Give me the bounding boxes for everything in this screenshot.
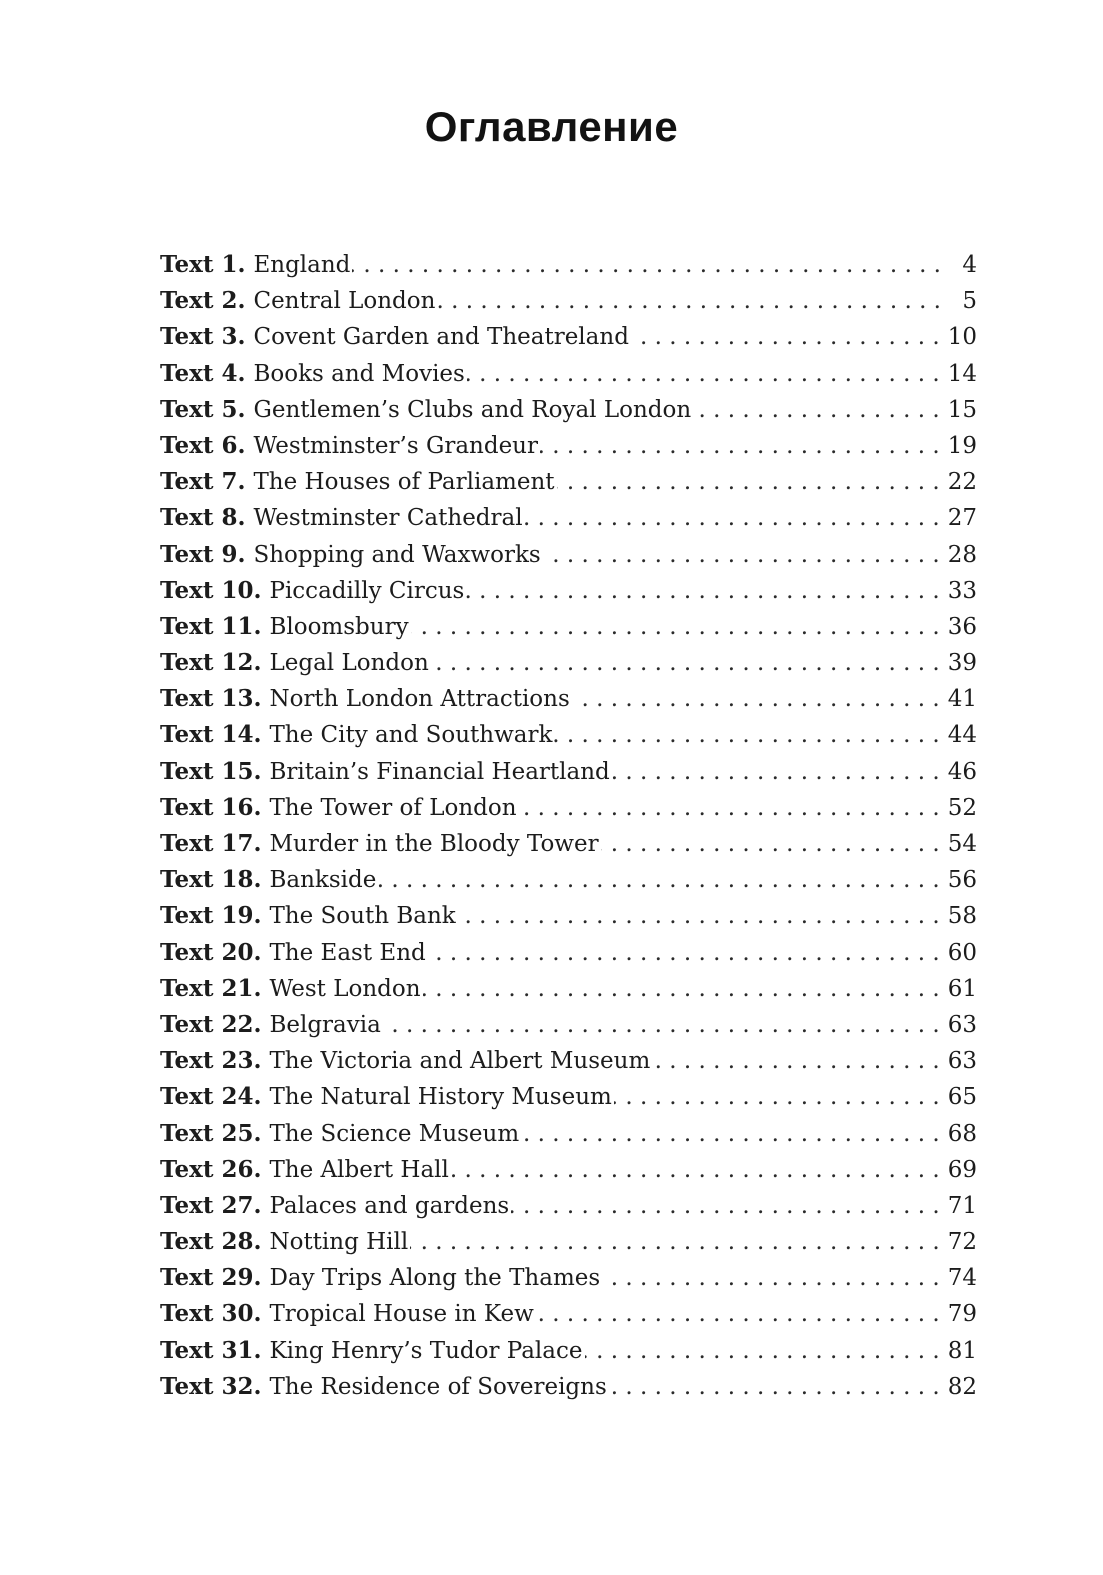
toc-entry-label: Text 29.: [160, 1264, 262, 1292]
toc-dot-leader: [602, 1260, 940, 1296]
toc-entry-label: Text 25.: [160, 1119, 262, 1147]
toc-entry-title: Palaces and gardens: [269, 1192, 510, 1219]
toc-entry-title: Belgravia: [269, 1011, 381, 1038]
toc-entry-label: Text 9.: [160, 540, 246, 568]
toc-entry: [160, 500, 977, 536]
toc-entry-page: 54: [947, 831, 977, 857]
toc-dot-leader: [519, 790, 940, 826]
toc-entry-title: The South Bank: [269, 903, 456, 930]
toc-entry-page: 58: [947, 903, 977, 930]
toc-dot-leader: [693, 392, 940, 428]
toc-entry-page: 41: [947, 686, 977, 713]
toc-entry-title: The Houses of Parliament: [253, 469, 555, 496]
toc-entry: [160, 247, 977, 283]
toc-entry-label: Text 13.: [160, 685, 262, 713]
toc-entry-title: Covent Garden and Theatreland: [253, 324, 629, 351]
toc-entry-title: Books and Movies: [253, 360, 465, 387]
toc-entry-page: 44: [947, 722, 977, 749]
toc-entry-label: Text 15.: [160, 757, 262, 785]
toc-entry-label: Text 24.: [160, 1083, 262, 1111]
toc-dot-leader: [543, 537, 940, 573]
toc-entry-page: 36: [947, 613, 977, 640]
toc-dot-leader: [428, 935, 940, 971]
toc-dot-leader: [383, 1007, 940, 1043]
toc-entry-page: 61: [947, 975, 977, 1002]
toc-entry-page: 46: [947, 758, 977, 785]
toc-dot-leader: [521, 1116, 940, 1152]
toc-entry-label: Text 21.: [160, 974, 262, 1002]
toc-entry: [160, 1369, 977, 1405]
toc-entry-page: 4: [962, 252, 977, 278]
toc-entry-label: Text 32.: [160, 1372, 262, 1400]
toc-list: [160, 247, 977, 1405]
toc-entry-page: 63: [947, 1048, 977, 1075]
toc-entry-label: Text 1.: [160, 251, 246, 278]
toc-entry-title: Gentlemen’s Clubs and Royal London: [253, 396, 692, 423]
toc-entry-page: 19: [947, 432, 977, 459]
toc-entry-label: Text 20.: [160, 938, 262, 966]
toc-dot-leader: [601, 826, 940, 862]
toc-dot-leader: [557, 464, 940, 500]
toc-entry-title: Shopping and Waxworks: [253, 541, 541, 568]
toc-dot-leader: [585, 1333, 940, 1369]
toc-entry-label: Text 30.: [160, 1300, 262, 1328]
toc-dot-leader: [652, 1043, 939, 1079]
toc-entry-title: Notting Hill: [269, 1229, 409, 1256]
toc-entry-label: Text 17.: [160, 830, 262, 857]
toc-dot-leader: [525, 500, 940, 536]
toc-entry: [160, 971, 977, 1007]
toc-dot-leader: [540, 428, 940, 464]
toc-dot-leader: [451, 1152, 940, 1188]
toc-entry: [160, 645, 977, 681]
toc-entry-page: 22: [947, 469, 977, 496]
toc-entry-title: Tropical House in Kew: [269, 1301, 534, 1328]
toc-entry-page: 79: [947, 1301, 977, 1328]
toc-entry: [160, 1224, 977, 1260]
toc-entry: [160, 464, 977, 500]
toc-entry-page: 33: [947, 577, 977, 604]
toc-entry-title: Piccadilly Circus: [269, 577, 465, 604]
toc-entry-label: Text 2.: [160, 287, 246, 315]
toc-entry-title: The Science Museum: [269, 1120, 520, 1147]
toc-dot-leader: [536, 1296, 940, 1332]
toc-dot-leader: [572, 681, 940, 717]
toc-entry-label: Text 10.: [160, 576, 262, 604]
toc-entry-label: Text 16.: [160, 793, 262, 821]
toc-entry-label: Text 3.: [160, 323, 246, 351]
toc-entry-page: 14: [947, 360, 977, 387]
toc-entry-page: 72: [947, 1229, 977, 1256]
page-title: Оглавление: [424, 103, 679, 150]
toc-entry-title: Britain’s Financial Heartland: [269, 758, 610, 785]
toc-entry: [160, 1079, 977, 1115]
toc-dot-leader: [466, 573, 939, 609]
toc-entry-page: 82: [947, 1373, 977, 1400]
toc-entry-label: Text 26.: [160, 1155, 262, 1183]
toc-entry-title: The Natural History Museum: [269, 1084, 612, 1111]
toc-entry-title: The Victoria and Albert Museum: [269, 1048, 651, 1075]
toc-dot-leader: [411, 609, 940, 645]
toc-entry: [160, 537, 977, 573]
toc-dot-leader: [612, 754, 940, 790]
toc-entry-title: Westminster Cathedral: [253, 505, 523, 532]
toc-entry-title: Legal London: [269, 650, 429, 677]
toc-dot-leader: [511, 1188, 939, 1224]
toc-entry: [160, 862, 977, 898]
toc-entry-label: Text 5.: [160, 395, 246, 423]
toc-entry-label: Text 31.: [160, 1336, 262, 1364]
toc-dot-leader: [378, 862, 939, 898]
toc-entry: [160, 1188, 977, 1224]
toc-entry: [160, 935, 977, 971]
toc-entry-page: 65: [947, 1084, 977, 1111]
toc-entry: [160, 1152, 977, 1188]
toc-entry-title: Bloomsbury: [269, 613, 409, 640]
toc-entry-page: 74: [947, 1265, 977, 1292]
toc-entry: [160, 1043, 977, 1079]
toc-entry-page: 81: [947, 1337, 977, 1364]
toc-entry-label: Text 12.: [160, 649, 262, 677]
toc-entry-title: The City and Southwark: [269, 722, 553, 749]
toc-dot-leader: [467, 356, 940, 392]
toc-entry-title: The Residence of Sovereigns: [269, 1373, 607, 1400]
toc-entry-label: Text 11.: [160, 612, 262, 640]
toc-entry-label: Text 7.: [160, 468, 246, 496]
toc-entry-page: 5: [962, 288, 977, 315]
toc-entry: [160, 717, 977, 753]
toc-entry-title: Murder in the Bloody Tower: [269, 831, 599, 857]
toc-entry-page: 60: [947, 939, 977, 966]
toc-entry-page: 69: [947, 1156, 977, 1183]
toc-dot-leader: [554, 717, 939, 753]
toc-entry-page: 10: [947, 324, 977, 351]
toc-dot-leader: [458, 898, 940, 934]
toc-entry-page: 56: [947, 867, 977, 894]
toc-entry: [160, 428, 977, 464]
toc-entry-page: 52: [947, 794, 977, 821]
toc-entry-label: Text 18.: [160, 866, 262, 894]
toc-entry-page: 27: [947, 505, 977, 532]
toc-dot-leader: [609, 1369, 940, 1405]
toc-entry-title: North London Attractions: [269, 686, 570, 713]
toc-entry-title: Central London: [253, 288, 436, 315]
toc-entry-page: 63: [947, 1011, 977, 1038]
toc-entry-title: The Albert Hall: [269, 1156, 449, 1183]
toc-entry-title: Westminster’s Grandeur: [253, 432, 538, 459]
toc-entry: [160, 392, 977, 428]
toc-entry-page: 68: [947, 1120, 977, 1147]
toc-dot-leader: [352, 247, 941, 283]
toc-entry-title: Bankside: [269, 867, 377, 894]
toc-entry-label: Text 23.: [160, 1047, 262, 1075]
toc-entry-label: Text 8.: [160, 504, 246, 532]
toc-entry: [160, 1296, 977, 1332]
toc-entry-label: Text 22.: [160, 1010, 262, 1038]
toc-entry: [160, 826, 977, 862]
toc-entry: [160, 754, 977, 790]
toc-dot-leader: [431, 645, 940, 681]
toc-entry: [160, 609, 977, 645]
toc-entry-title: The East End: [269, 939, 426, 966]
toc-entry-title: The Tower of London: [269, 794, 517, 821]
toc-entry-label: Text 28.: [160, 1228, 262, 1256]
toc-entry-page: 28: [947, 541, 977, 568]
toc-entry: [160, 898, 977, 934]
toc-entry-title: Day Trips Along the Thames: [269, 1265, 601, 1292]
toc-entry: [160, 1260, 977, 1296]
toc-entry: [160, 681, 977, 717]
toc-entry: [160, 1333, 977, 1369]
toc-entry-label: Text 19.: [160, 902, 262, 930]
toc-entry-page: 71: [947, 1192, 977, 1219]
toc-entry: [160, 283, 977, 319]
toc-dot-leader: [423, 971, 940, 1007]
toc-entry: [160, 573, 977, 609]
toc-entry-label: Text 14.: [160, 721, 262, 749]
toc-entry-label: Text 6.: [160, 431, 246, 459]
toc-entry-label: Text 4.: [160, 359, 246, 387]
toc-entry: [160, 1007, 977, 1043]
toc-entry-page: 15: [947, 396, 977, 423]
toc-entry-title: England: [253, 252, 351, 278]
toc-dot-leader: [410, 1224, 939, 1260]
toc-dot-leader: [614, 1079, 940, 1115]
toc-entry: [160, 319, 977, 355]
toc-dot-leader: [437, 283, 941, 319]
toc-entry: [160, 356, 977, 392]
toc-entry-page: 39: [947, 650, 977, 677]
toc-entry-title: King Henry’s Tudor Palace: [269, 1337, 583, 1364]
toc-entry-label: Text 27.: [160, 1191, 262, 1219]
toc-entry: [160, 790, 977, 826]
toc-entry: [160, 1116, 977, 1152]
toc-entry-title: West London: [269, 975, 421, 1002]
toc-dot-leader: [631, 319, 940, 355]
